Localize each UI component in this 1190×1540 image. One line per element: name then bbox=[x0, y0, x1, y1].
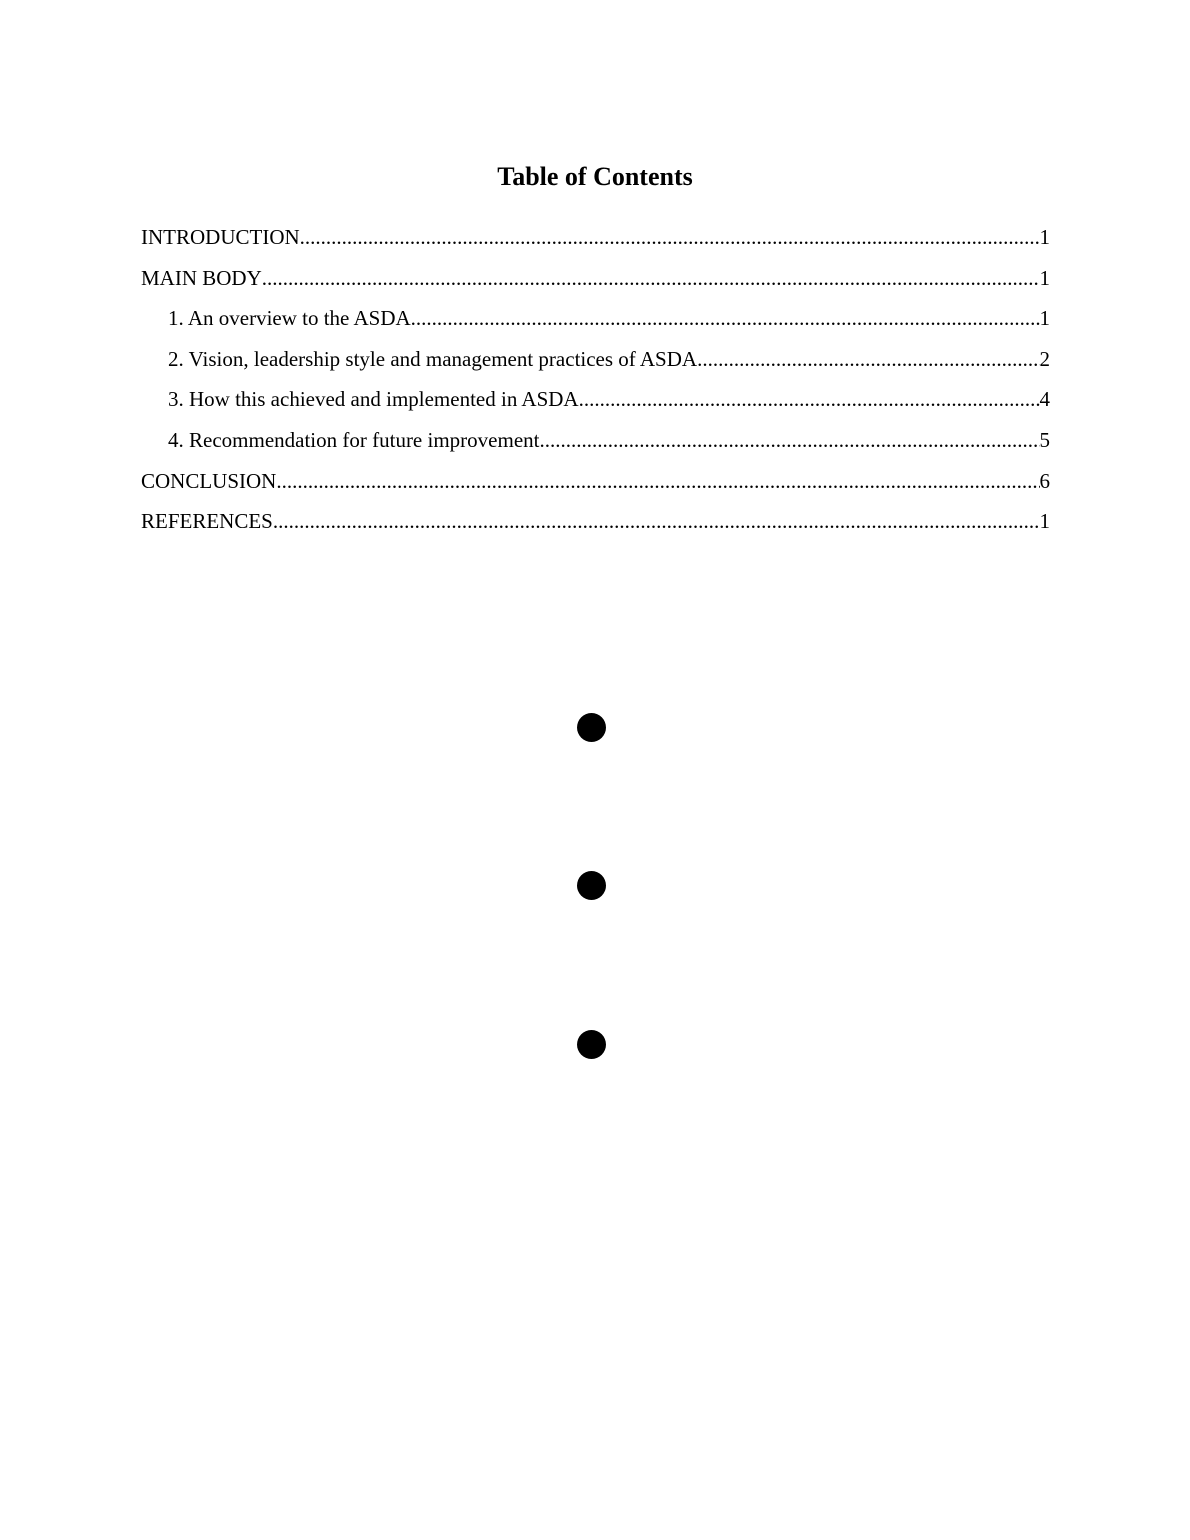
toc-entry-conclusion[interactable] bbox=[141, 466, 1050, 507]
toc-entry-implementation[interactable] bbox=[141, 384, 1050, 425]
toc-leader bbox=[262, 263, 1040, 293]
toc-leader bbox=[273, 506, 1040, 536]
toc-page: 2 bbox=[1039, 346, 1050, 371]
toc-label: 4. Recommendation for future improvement bbox=[168, 427, 540, 452]
toc-entry-main-body[interactable] bbox=[141, 263, 1050, 304]
toc-leader bbox=[539, 425, 1039, 455]
toc-label: 2. Vision, leadership style and management practices of ASDA bbox=[168, 346, 698, 371]
toc-leader bbox=[276, 466, 1039, 496]
toc-leader bbox=[697, 344, 1039, 374]
toc-entry-introduction[interactable] bbox=[141, 222, 1050, 263]
toc-title: Table of Contents bbox=[497, 162, 693, 191]
toc-leader bbox=[300, 222, 1040, 252]
toc-label: CONCLUSION bbox=[141, 468, 277, 493]
toc-entry-references[interactable] bbox=[141, 506, 1050, 547]
toc-page: 5 bbox=[1039, 427, 1050, 452]
toc-page: 4 bbox=[1039, 387, 1050, 412]
toc-page: 1 bbox=[1039, 265, 1050, 290]
toc-page: 1 bbox=[1039, 225, 1050, 249]
toc-page: 6 bbox=[1039, 468, 1050, 493]
table-of-contents bbox=[141, 222, 1050, 547]
toc-leader bbox=[411, 303, 1040, 333]
toc-label: 1. An overview to the ASDA bbox=[168, 306, 411, 331]
toc-label: INTRODUCTION bbox=[141, 225, 300, 249]
toc-entry-vision[interactable] bbox=[141, 344, 1050, 385]
toc-label: 3. How this achieved and implemented in ASDA bbox=[168, 387, 579, 412]
toc-leader bbox=[579, 384, 1040, 414]
toc-label: REFERENCES bbox=[141, 509, 273, 534]
toc-page: 1 bbox=[1039, 306, 1050, 331]
bullet-dot-icon bbox=[577, 713, 606, 742]
bullet-dot-icon bbox=[577, 871, 606, 900]
toc-page: 1 bbox=[1039, 509, 1050, 534]
toc-label: MAIN BODY bbox=[141, 265, 262, 290]
toc-entry-recommendation[interactable] bbox=[141, 425, 1050, 466]
toc-entry-overview[interactable] bbox=[141, 303, 1050, 344]
bullet-dot-icon bbox=[577, 1030, 606, 1059]
